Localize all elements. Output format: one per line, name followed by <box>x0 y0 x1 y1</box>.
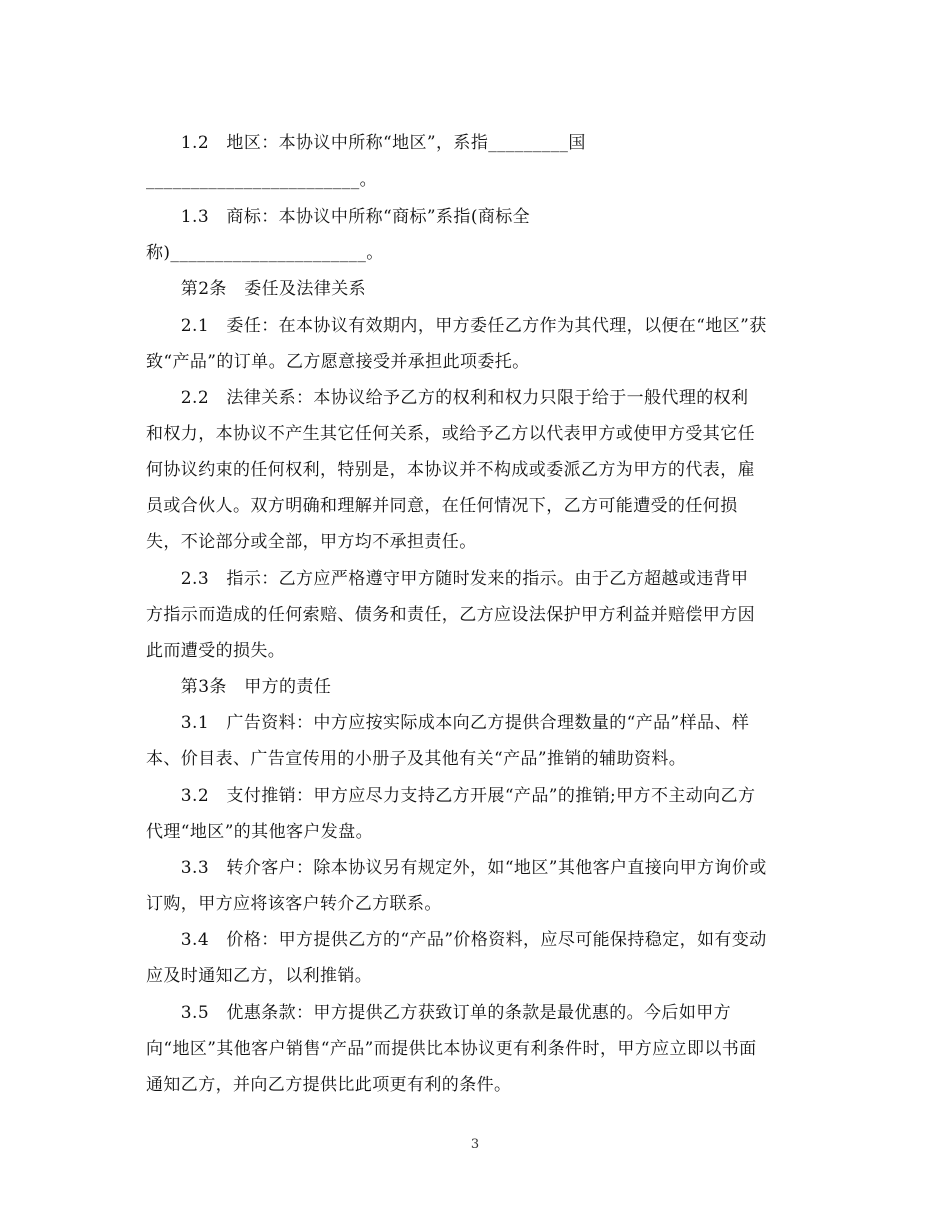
clause-3-4-line-2: 应及时通知乙方，以利推销。 <box>146 966 373 986</box>
clause-2-2-line-2: 和权力，本协议不产生其它任何关系，或给予乙方以代表甲方或使甲方受其它任 <box>146 424 755 444</box>
article-2-heading: 第2条 委任及法律关系 <box>146 279 367 299</box>
clause-3-4-line-1: 3.4 价格：甲方提供乙方的“产品”价格资料，应尽可能保持稳定，如有变动 <box>146 930 767 950</box>
clause-2-2-line-4: 员或合伙人。双方明确和理解并同意，在任何情况下，乙方可能遭受的任何损 <box>146 496 738 516</box>
clause-3-5-line-2: 向“地区”其他客户销售“产品”而提供比本协议更有利条件时，甲方应立即以书面 <box>146 1039 757 1059</box>
clause-2-2-line-1: 2.2 法律关系：本协议给予乙方的权利和权力只限于给于一般代理的权利 <box>146 388 749 408</box>
clause-1-3-line-1: 1.3 商标：本协议中所称“商标”系指(商标全 <box>146 207 531 227</box>
clause-2-2-line-3: 何协议约束的任何权利，特别是，本协议并不构成或委派乙方为甲方的代表，雇 <box>146 460 755 480</box>
clause-2-1-line-2: 致“产品”的订单。乙方愿意接受并承担此项委托。 <box>146 352 530 372</box>
clause-1-3-line-2: 称)______________________。 <box>146 243 384 263</box>
page-number: 3 <box>470 1137 480 1152</box>
clause-3-2-line-1: 3.2 支付推销：甲方应尽力支持乙方开展“产品”的推销;甲方不主动向乙方 <box>146 786 756 806</box>
article-3-heading: 第3条 甲方的责任 <box>146 677 332 697</box>
clause-2-3-line-3: 此而遭受的损失。 <box>146 641 286 661</box>
clause-1-2-line-1: 1.2 地区：本协议中所称“地区”，系指_________国 <box>146 133 586 153</box>
clause-3-1-line-1: 3.1 广告资料：中方应按实际成本向乙方提供合理数量的“产品”样品、样 <box>146 713 750 733</box>
clause-2-3-line-2: 方指示而造成的任何索赔、债务和责任，乙方应设法保护甲方利益并赔偿甲方因 <box>146 605 755 625</box>
clause-3-5-line-1: 3.5 优惠条款：甲方提供乙方获致订单的条款是最优惠的。今后如甲方 <box>146 1003 732 1023</box>
clause-2-2-line-5: 失，不论部分或全部，甲方均不承担责任。 <box>146 532 477 552</box>
clause-3-2-line-2: 代理“地区”的其他客户发盘。 <box>146 822 373 842</box>
clause-3-1-line-2: 本、价目表、广告宣传用的小册子及其他有关“产品”推销的辅助资料。 <box>146 749 687 769</box>
clause-2-3-line-1: 2.3 指示：乙方应严格遵守甲方随时发来的指示。由于乙方超越或违背甲 <box>146 569 749 589</box>
clause-3-5-line-3: 通知乙方，并向乙方提供比此项更有利的条件。 <box>146 1075 512 1095</box>
clause-2-1-line-1: 2.1 委任：在本协议有效期内，甲方委任乙方作为其代理，以便在“地区”获 <box>146 316 767 336</box>
clause-1-2-line-2: ________________________。 <box>146 170 377 190</box>
clause-3-3-line-1: 3.3 转介客户：除本协议另有规定外，如“地区”其他客户直接向甲方询价或 <box>146 858 767 878</box>
clause-3-3-line-2: 订购，甲方应将该客户转介乙方联系。 <box>146 894 442 914</box>
